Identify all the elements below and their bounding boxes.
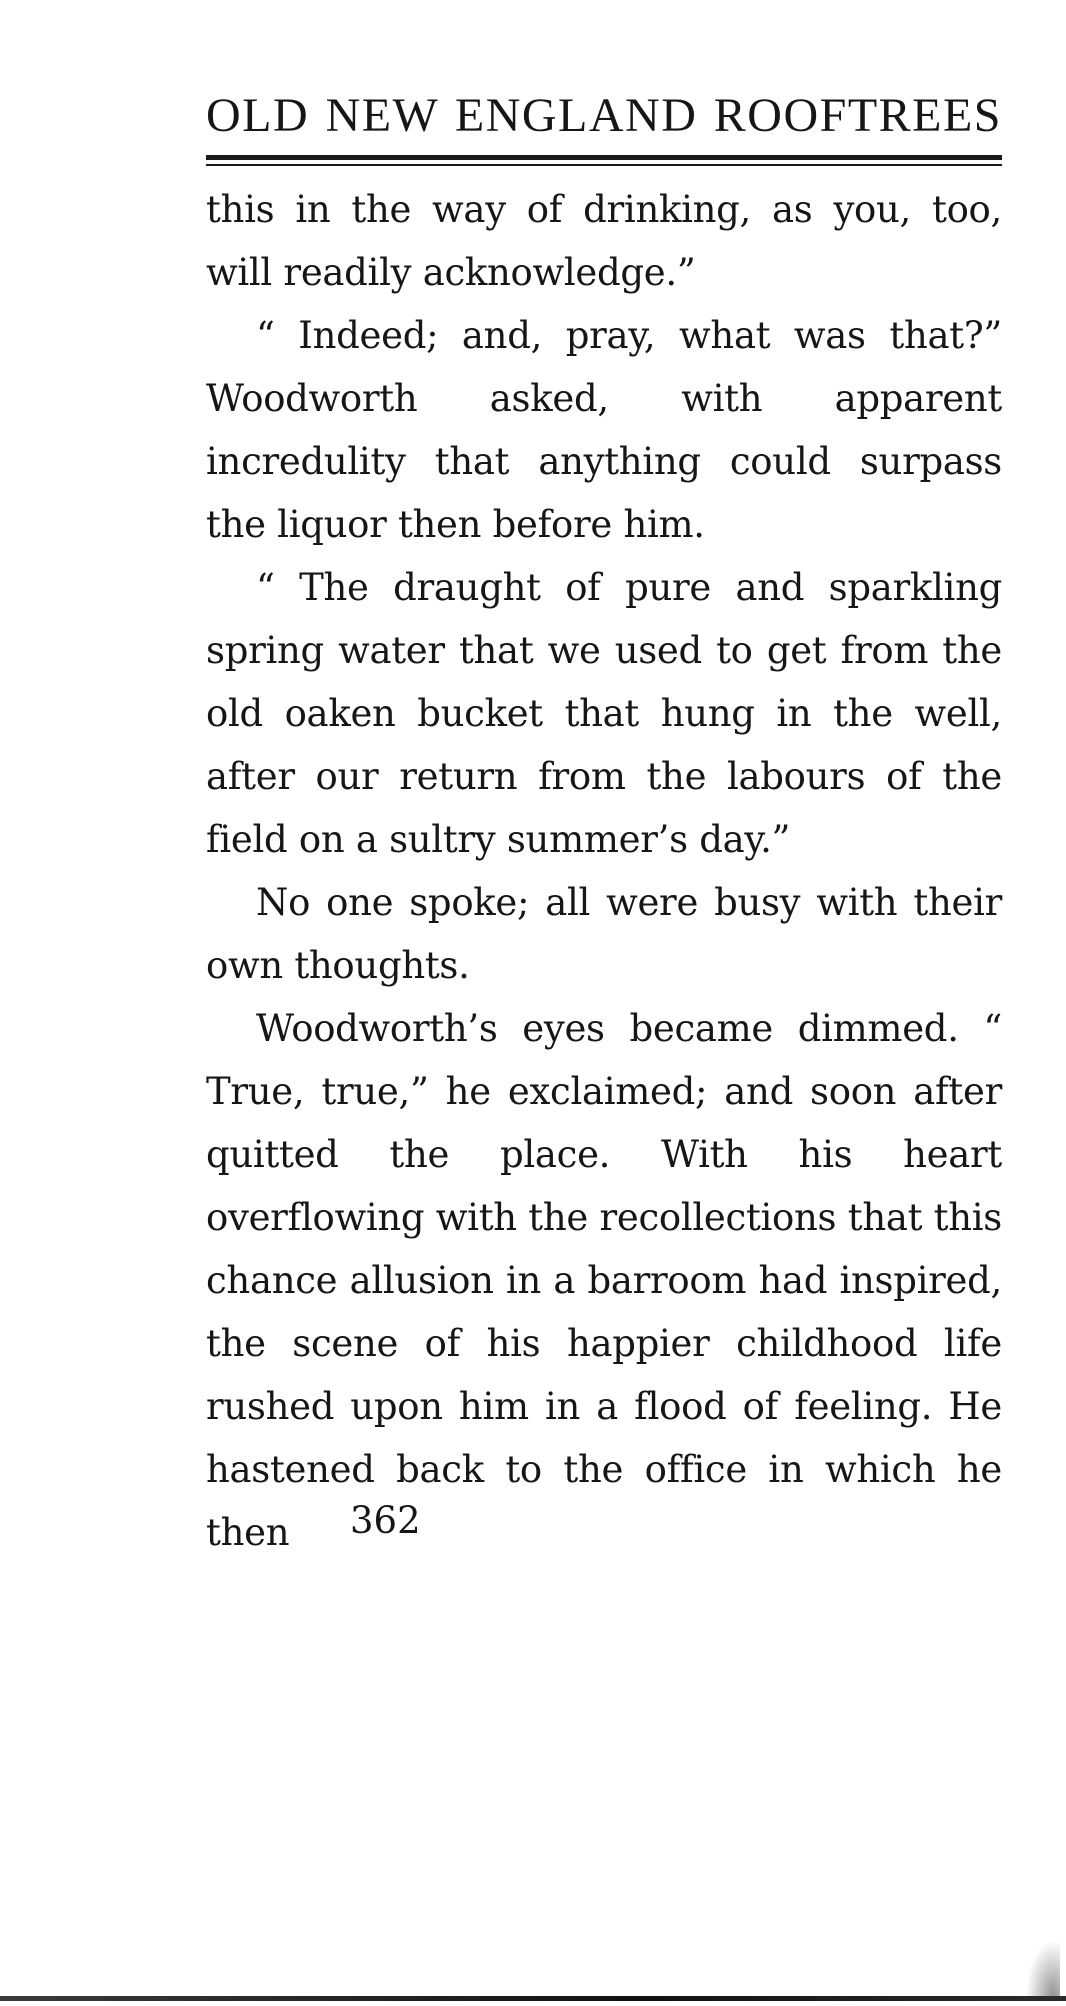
- paragraph-continued: this in the way of drinking, as you, too, will readily acknowledge.”: [206, 188, 1002, 294]
- page-number: 362: [350, 1499, 421, 1542]
- paragraph-indeed: “ Indeed; and, pray, what was that?” Woodworth asked, with apparent incredulity that anything could surpass the liquor then before him.: [206, 314, 1002, 546]
- running-title: OLD NEW ENGLAND ROOFTREES: [206, 89, 1002, 142]
- paragraph-no-one-spoke: No one spoke; all were busy with their own thoughts.: [206, 881, 1002, 987]
- paragraph-draught: “ The draught of pure and sparkling spring water that we used to get from the old oaken bucket that hung in the well, after our return from the labours of the field on a sultry summer’s day.”: [206, 566, 1002, 861]
- header-rule-thick: [206, 155, 1002, 160]
- body-text: [206, 178, 1002, 1564]
- header-rule-thin: [206, 164, 1002, 166]
- paragraph-woodworth-eyes: Woodworth’s eyes became dimmed. “ True, true,” he exclaimed; and soon after quitted the place. With his heart overflowing with the recollections that this chance allusion in a barroom had inspired, the scene of his happier childhood life rushed upon him in a flood of feeling. He hastened back to the office in which he then: [206, 1007, 1002, 1554]
- scan-edge-shadow: [1026, 1940, 1060, 1996]
- page-bottom-edge: [0, 1996, 1066, 2001]
